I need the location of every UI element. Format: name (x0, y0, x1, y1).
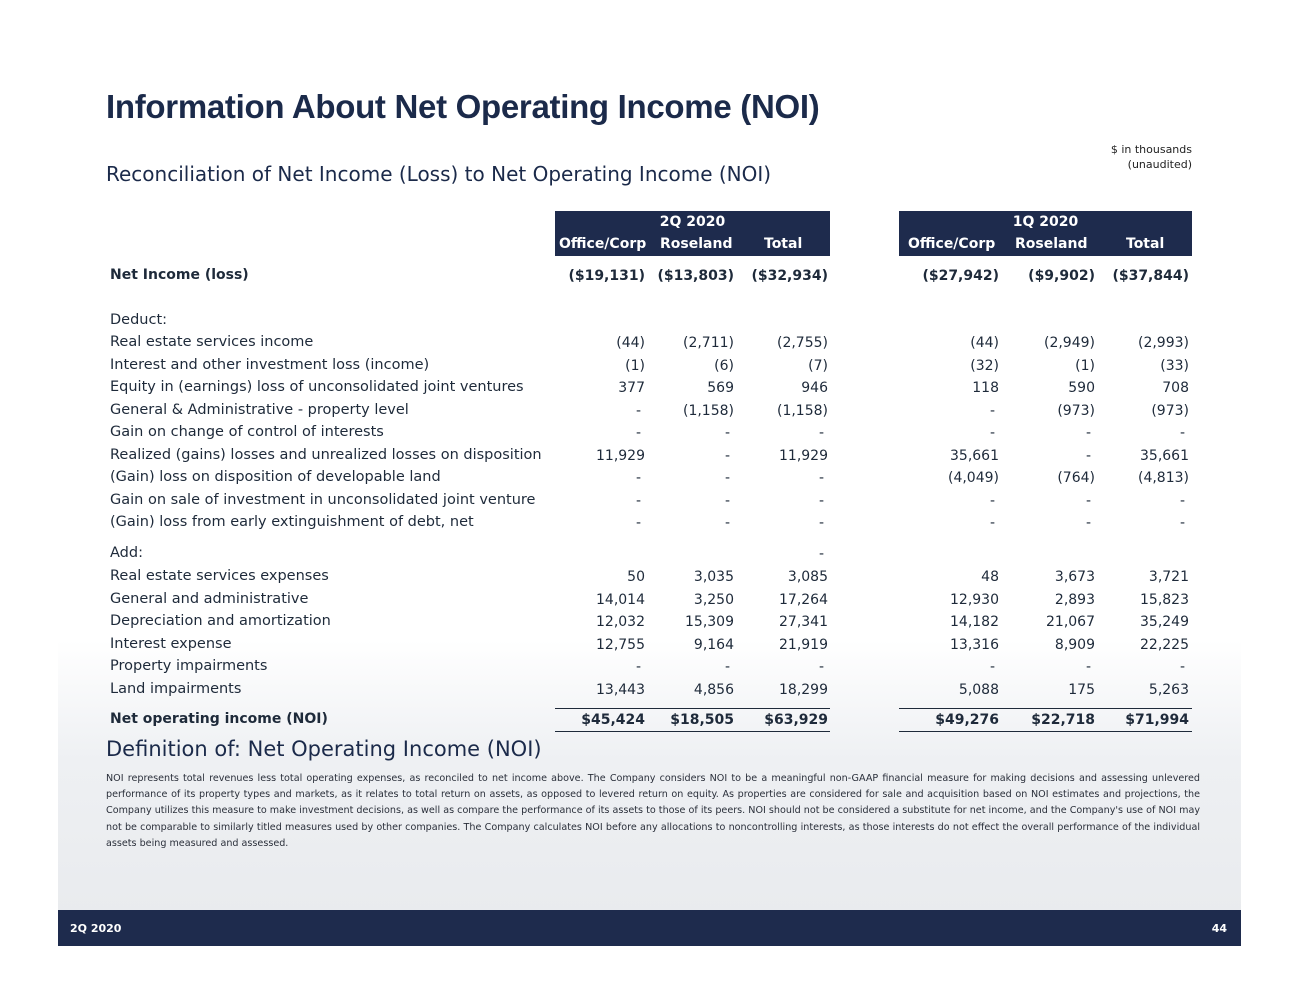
table-cell: $49,276 (935, 712, 999, 728)
table-cell: 21,919 (779, 636, 828, 653)
total-rule-1q (899, 708, 1192, 709)
table-cell: 15,823 (1140, 591, 1189, 608)
table-cell: $45,424 (581, 712, 645, 728)
table-cell: ($27,942) (922, 268, 999, 284)
table-cell: (764) (1057, 470, 1095, 486)
table-cell: - (818, 546, 824, 562)
add-row-label: Land impairments (110, 680, 242, 697)
period-header-1q2020 (899, 211, 1192, 256)
add-row-label: Real estate services expenses (110, 568, 329, 584)
table-cell: - (635, 402, 641, 419)
table-cell: - (724, 470, 730, 486)
table-cell: 27,341 (779, 614, 828, 630)
table-cell: (44) (970, 335, 999, 351)
table-cell: - (635, 515, 641, 531)
table-cell: (4,813) (1137, 470, 1189, 486)
deduct-row-label: Interest and other investment loss (income) (110, 356, 430, 373)
deduct-row-label: Real estate services income (110, 334, 314, 350)
period-label: 1Q 2020 (1012, 214, 1079, 230)
table-cell: (44) (616, 335, 645, 351)
table-cell: 946 (801, 380, 828, 396)
table-cell: $71,994 (1125, 712, 1189, 728)
table-cell: 12,032 (596, 614, 645, 630)
table-cell: - (724, 425, 730, 441)
add-row-label: General and administrative (110, 590, 309, 607)
table-cell: (2,755) (776, 335, 828, 351)
page-title: Information About Net Operating Income (NOI) (106, 88, 820, 125)
table-cell: - (1179, 492, 1185, 509)
table-cell: (2,993) (1137, 335, 1189, 351)
period-header-2q2020 (555, 211, 830, 256)
table-cell: - (818, 492, 824, 509)
table-cell: 35,661 (1140, 447, 1189, 464)
table-cell: - (1085, 425, 1091, 441)
table-cell: - (635, 425, 641, 441)
footer-period: 2Q 2020 (70, 922, 122, 935)
table-cell: 50 (627, 569, 645, 585)
table-cell: 35,661 (950, 447, 999, 464)
table-cell: (1) (1075, 357, 1095, 374)
page-subtitle: Reconciliation of Net Income (Loss) to Net Operating Income (NOI) (106, 162, 772, 186)
table-cell: 12,755 (596, 636, 645, 653)
table-cell: 5,263 (1148, 681, 1189, 698)
definition-text: NOI represents total revenues less total operating expenses, as reconciled to net income above. The Company considers NOI to be a meaningful non-GAAP financial measure for making decisions and assessing unlevered performance of its property types and markets, as it relates to total return on assets, as opposed to levered return on equity. As properties are considered for sale and acquisition based on NOI estimates and projections, the Company utilizes this measure to make investment decisions, as well as compare the performance of its assets to those of its peers. NOI should not be considered a substitute for net income, and the Company's use of NOI may not be comparable to similarly titled measures used by other companies. The Company calculates NOI before any allocations to noncontrolling interests, as those interests do not effect the overall performance of the individual assets being measured and assessed. (106, 773, 1200, 849)
table-cell: 14,014 (596, 591, 645, 608)
add-row-label: Interest expense (110, 635, 232, 652)
page-number: 44 (1211, 922, 1227, 935)
table-cell: 11,929 (779, 447, 828, 464)
total-rule-2q (555, 708, 830, 709)
table-cell: 590 (1068, 380, 1095, 396)
column-header-roseland: Roseland (1015, 236, 1088, 252)
table-cell: 11,929 (596, 447, 645, 464)
table-cell: (973) (1057, 402, 1095, 419)
table-cell: 377 (618, 380, 645, 396)
table-cell: 3,673 (1054, 569, 1095, 585)
table-cell: 708 (1162, 380, 1189, 396)
table-cell: - (1085, 659, 1091, 675)
table-cell: 9,164 (693, 636, 734, 653)
table-cell: 22,225 (1140, 636, 1189, 653)
table-cell: (2,711) (682, 335, 734, 351)
table-cell: - (724, 659, 730, 675)
table-cell: (4,049) (947, 470, 999, 486)
column-header-office-corp: Office/Corp (908, 236, 996, 252)
table-cell: 4,856 (693, 681, 734, 698)
table-cell: (1,158) (682, 402, 734, 419)
table-cell: ($9,902) (1028, 268, 1095, 284)
table-cell: - (989, 492, 995, 509)
table-cell: 13,443 (596, 681, 645, 698)
table-cell: - (989, 402, 995, 419)
table-cell: - (635, 492, 641, 509)
table-cell: - (818, 659, 824, 675)
table-cell: - (1179, 425, 1185, 441)
column-header-roseland: Roseland (660, 236, 733, 252)
table-cell: ($13,803) (657, 268, 734, 284)
table-cell: (7) (808, 357, 828, 374)
double-rule-2q (555, 731, 830, 732)
table-cell: 3,035 (693, 569, 734, 585)
table-cell: 15,309 (685, 614, 734, 630)
table-cell: - (1179, 515, 1185, 531)
table-cell: - (724, 492, 730, 509)
table-cell: 2,893 (1054, 591, 1095, 608)
table-cell: 35,249 (1140, 614, 1189, 630)
unaudited-label: (unaudited) (1127, 158, 1192, 171)
table-cell: 569 (707, 380, 734, 396)
table-cell: (1) (625, 357, 645, 374)
table-cell: ($37,844) (1112, 268, 1189, 284)
add-section-label: Add: (110, 545, 143, 561)
table-cell: 12,930 (950, 591, 999, 608)
table-cell: - (635, 470, 641, 486)
units-note (1080, 142, 1192, 172)
table-cell: 175 (1068, 681, 1095, 698)
table-cell: 21,067 (1046, 614, 1095, 630)
period-label: 2Q 2020 (659, 214, 726, 230)
table-cell: - (635, 659, 641, 675)
table-cell: (32) (970, 357, 999, 374)
table-cell: $22,718 (1031, 712, 1095, 728)
deduct-row-label: Gain on sale of investment in unconsolidated joint venture (110, 491, 536, 508)
table-cell: - (818, 515, 824, 531)
table-cell: (6) (714, 357, 734, 374)
table-cell: (973) (1151, 402, 1189, 419)
deduct-row-label: Equity in (earnings) loss of unconsolidated joint ventures (110, 379, 524, 395)
table-cell: 118 (972, 380, 999, 396)
table-cell: - (989, 515, 995, 531)
table-cell: 3,085 (787, 569, 828, 585)
column-header-total: Total (1126, 236, 1165, 252)
table-cell: - (989, 425, 995, 441)
column-header-total: Total (764, 236, 803, 252)
noi-row-label: Net operating income (NOI) (110, 711, 328, 727)
table-cell: (1,158) (776, 402, 828, 419)
add-row-label: Property impairments (110, 658, 268, 674)
definition-title: Definition of: Net Operating Income (NOI) (106, 737, 542, 761)
table-cell: 3,250 (693, 591, 734, 608)
table-cell: - (818, 470, 824, 486)
table-cell: $18,505 (670, 712, 734, 728)
table-cell: 17,264 (779, 591, 828, 608)
footer-bar (58, 910, 1241, 946)
table-cell: ($19,131) (568, 268, 645, 284)
table-cell: (33) (1160, 357, 1189, 374)
table-cell: - (1085, 492, 1091, 509)
units-label: $ in thousands (1110, 143, 1192, 156)
table-cell: 8,909 (1054, 636, 1095, 653)
table-cell: - (989, 659, 995, 675)
deduct-row-label: Gain on change of control of interests (110, 424, 384, 440)
double-rule-1q (899, 731, 1192, 732)
table-cell: 18,299 (779, 681, 828, 698)
deduct-section-label: Deduct: (110, 312, 168, 328)
table-cell: - (724, 515, 730, 531)
table-cell: 14,182 (950, 614, 999, 630)
table-cell: 3,721 (1148, 569, 1189, 585)
table-cell: ($32,934) (751, 268, 828, 284)
table-cell: 13,316 (950, 636, 999, 653)
table-cell: - (724, 447, 730, 464)
deduct-row-label: (Gain) loss from early extinguishment of debt, net (110, 514, 474, 530)
table-cell: - (1085, 447, 1091, 464)
table-cell: 48 (981, 569, 999, 585)
table-cell: - (1179, 659, 1185, 675)
deduct-row-label: Realized (gains) losses and unrealized losses on disposition (110, 446, 542, 463)
table-cell: - (818, 425, 824, 441)
table-cell: 5,088 (958, 681, 999, 698)
deduct-row-label: (Gain) loss on disposition of developable land (110, 469, 441, 485)
add-row-label: Depreciation and amortization (110, 613, 331, 629)
column-header-office-corp: Office/Corp (559, 236, 647, 252)
table-cell: (2,949) (1043, 335, 1095, 351)
net-income-row-label: Net Income (loss) (110, 267, 249, 283)
deduct-row-label: General & Administrative - property level (110, 401, 409, 418)
table-cell: $63,929 (764, 712, 828, 728)
table-cell: - (1085, 515, 1091, 531)
